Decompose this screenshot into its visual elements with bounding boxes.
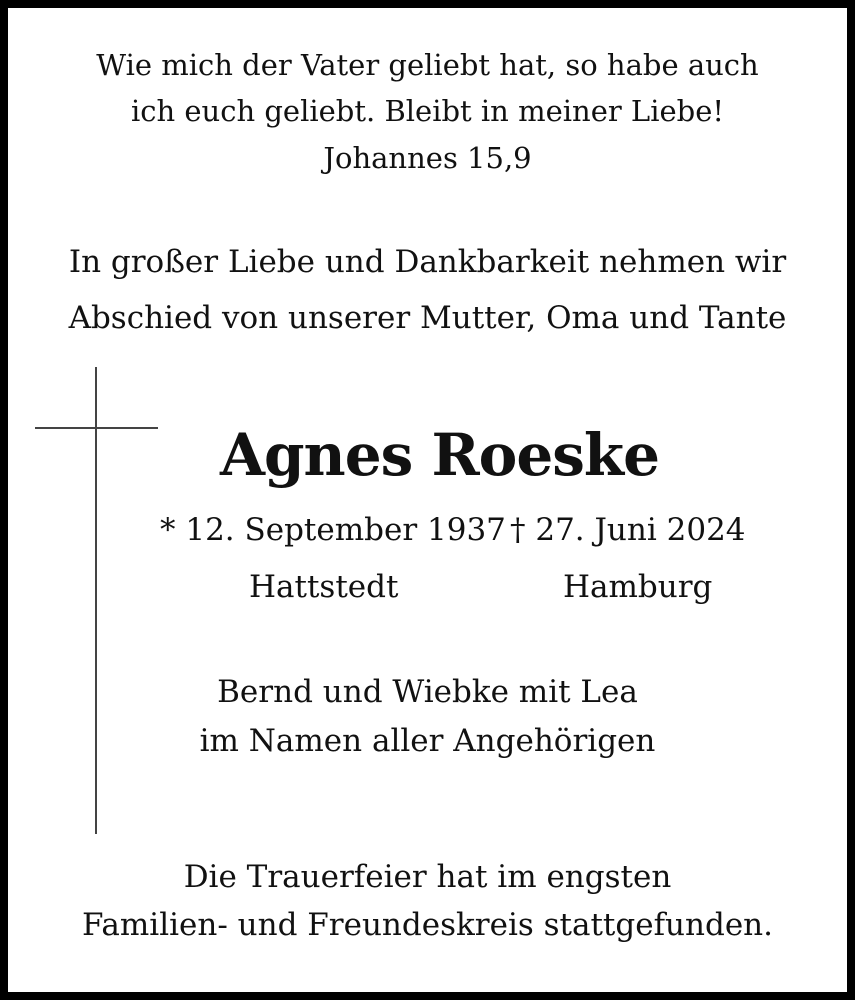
deceased-name: Agnes Roeske [219, 421, 659, 489]
birth-date: * 12. September 1937 [160, 512, 506, 548]
intro-line-1: In großer Liebe und Dankbarkeit nehmen wir [68, 244, 787, 280]
birth-place: Hattstedt [249, 569, 399, 605]
death-place: Hamburg [563, 569, 713, 605]
family-line-1: Bernd und Wiebke mit Lea [217, 674, 638, 710]
verse-reference: Johannes 15,9 [323, 141, 532, 175]
family-line-2: im Namen aller Angehörigen [199, 723, 656, 759]
intro-line-2: Abschied von unserer Mutter, Oma und Tante [68, 300, 787, 336]
verse-line-1: Wie mich der Vater geliebt hat, so habe auch [96, 48, 759, 82]
funeral-notice-line-1: Die Trauerfeier hat im engsten [183, 859, 672, 895]
verse-line-2: ich euch geliebt. Bleibt in meiner Liebe! [130, 94, 725, 128]
death-date: † 27. Juni 2024 [510, 512, 746, 548]
funeral-notice-line-2: Familien- und Freundeskreis stattgefunden. [82, 907, 773, 943]
